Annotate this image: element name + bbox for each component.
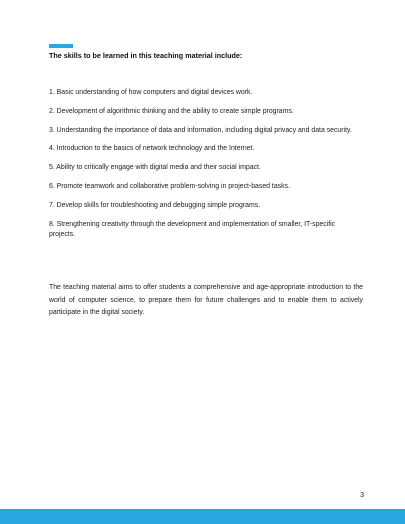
skills-list bbox=[49, 88, 363, 249]
list-item: 8. Strengthening creativity through the development and implementation of smaller, IT-specific projects. bbox=[49, 220, 336, 239]
list-item: 1. Basic understanding of how computers and digital devices work. bbox=[49, 89, 253, 96]
heading-accent-bar bbox=[49, 44, 73, 48]
summary-paragraph: The teaching material aims to offer students a comprehensive and age-appropriate introduction to the world of computer science, to prepare them for future challenges and to enable them to actively participate in the digital society. bbox=[49, 284, 363, 316]
list-item: 2. Development of algorithmic thinking and the ability to create simple programs. bbox=[49, 107, 294, 115]
page-number: 3 bbox=[360, 492, 364, 499]
list-item: 4. Introduction to the basics of network technology and the Internet. bbox=[49, 145, 255, 153]
list-item: 6. Promote teamwork and collaborative problem-solving in project-based tasks. bbox=[49, 182, 290, 190]
list-item: 7. Develop skills for troubleshooting and debugging simple programs. bbox=[49, 201, 261, 209]
list-item: 3. Understanding the importance of data and information, including digital privacy and data security. bbox=[49, 126, 352, 134]
section-heading: The skills to be learned in this teaching material include: bbox=[49, 51, 243, 60]
list-item: 5. Ability to critically engage with digital media and their social impact. bbox=[49, 164, 261, 172]
footer-accent-bar bbox=[0, 509, 405, 524]
